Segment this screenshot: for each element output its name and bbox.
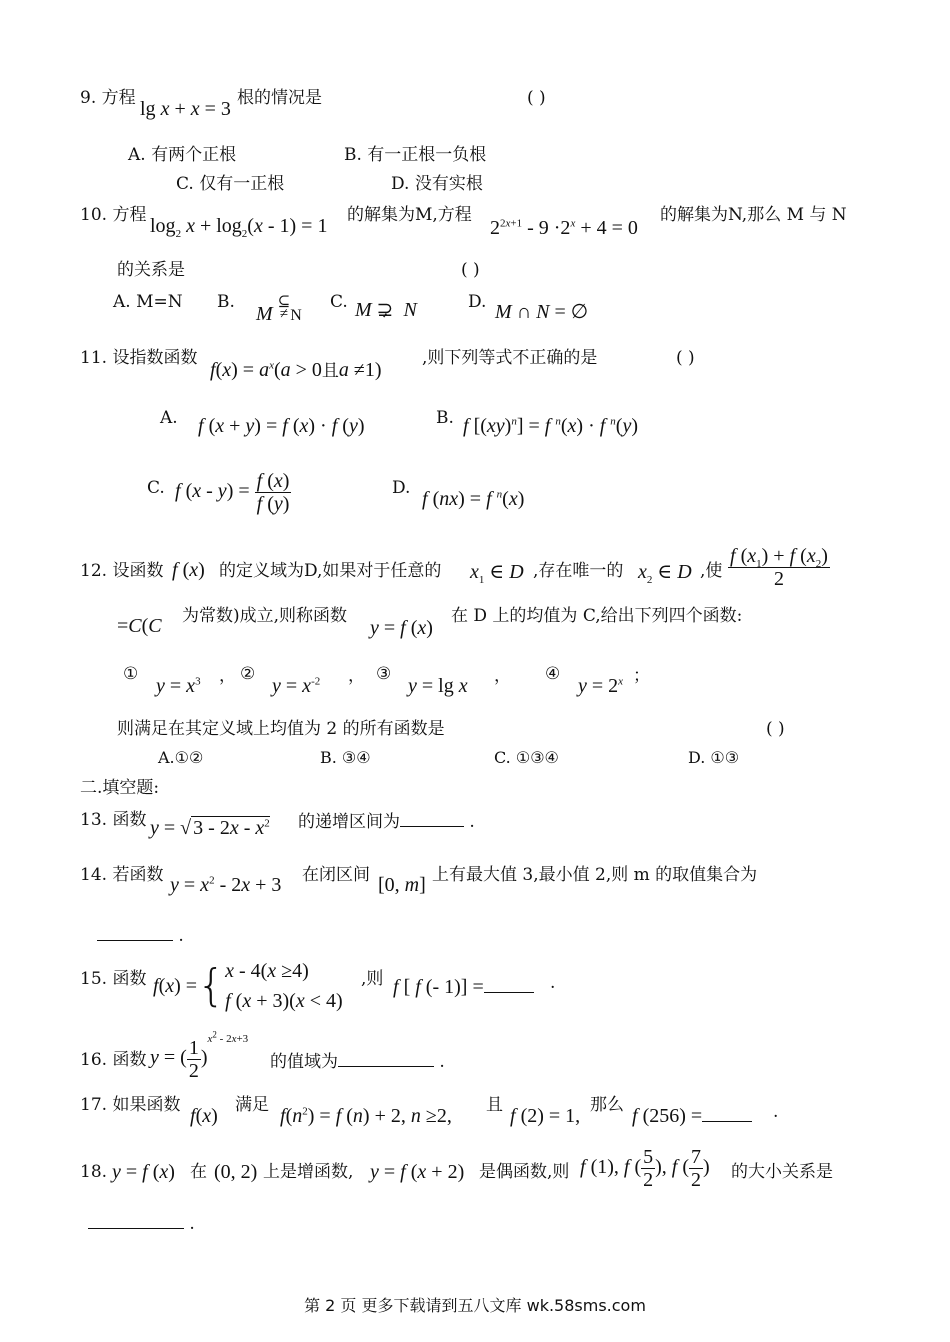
q10-option-b-eq: M ⊆ ≠ N [256,294,302,325]
q10-tail: 的解集为N,那么 M 与 N [660,205,847,225]
q18-interval: (0, 2) [214,1161,258,1183]
q12-text-3: ,使 [700,561,723,581]
q11-option-a: A. [160,408,178,428]
q14-function: $y = x^2 - 2x + 3$ [170,874,282,896]
q12-sep-3: ， [494,666,511,686]
q12-y-fx: y = f (x) [370,617,433,639]
q12-option-b: B. ③④ [320,748,371,767]
q17-fx: f(x) [190,1105,218,1127]
q12-mark-3: ③ [376,664,392,684]
q17-stem: 17. 如果函数 [80,1095,181,1115]
q11-option-c-eq: f (x - y) = $\frac{f (x)}{f (y)}$ [175,470,290,515]
q12-func-4: $y = 2^x$ [578,675,624,697]
q15-expression: f [ f (- 1)] = [393,975,534,999]
q13-stem: 13. 函数 [80,810,147,830]
q17-text-1: 满足 [235,1095,269,1115]
q11-option-c: C. [147,478,165,498]
q12-sep-2: ， [348,666,365,686]
q10-option-a: A. M=N [113,292,183,312]
q18-answer-line: . [88,1212,195,1234]
q14-text-1: 在闭区间 [302,865,370,885]
q12-text-4: 为常数)成立,则称函数 [182,606,348,626]
q18-text-3: 是偶函数,则 [479,1162,570,1182]
q15-text-1: ,则 [361,969,384,989]
q16-function: y = ( $\frac{1}{2}$ )$^{x^2 - 2x+3}$ [150,1029,249,1082]
q13-tail: 的递增区间为 . [298,812,475,832]
q12-option-c: C. ①③④ [494,748,559,767]
q10-paren: ( ) [461,260,480,280]
page-footer: 第 2 页 更多下载请到五八文库 wk.58sms.com [304,1296,646,1315]
q9-option-d: D. 没有实根 [391,174,483,194]
q9-paren: ( ) [527,88,546,108]
q15-stem: 15. 函数 [80,969,147,989]
q17-end: . [773,1102,779,1122]
q9-stem: 9. 方程 [80,88,136,108]
q12-x1-in-d: $x_1$ ∈ D [470,561,524,586]
q11-option-b-eq: f [(xy)$^n$] = f $^n$(x) · f $^n$(y) [463,415,639,437]
q12-fx: f (x) [172,559,205,581]
q12-mark-4: ④ [545,664,561,684]
q12-func-3: y = lg x [408,675,468,697]
q14-stem: 14. 若函数 [80,865,164,885]
q18-text-1: 在 [190,1162,207,1182]
q10-option-d: D. [468,292,487,312]
q12-paren: ( ) [766,719,785,739]
q18-stem: 18. [80,1162,108,1182]
q12-average-fraction: $\frac{f (x_1) + f (x_2)}{2}$ [730,545,828,590]
q18-text-4: 的大小关系是 [731,1162,833,1182]
q17-f2: f (2) = 1, [510,1105,581,1127]
q17-text-2: 且 [486,1095,503,1115]
q17-condition: $f(n^2) = f$ (n) + 2, n ≥2, [280,1105,452,1127]
q15-piecewise: f(x) ={x - 4(x ≥4) f (x + 3)(x < 4) [153,960,343,1012]
q17-text-3: 那么 [590,1095,624,1115]
q10-equation-1: $\log_2 x + \log_2(x - 1) = 1$ [150,215,328,240]
q10-option-b: B. [217,292,235,312]
q9-tail: 根的情况是 [237,88,322,108]
q15-end: . [550,973,556,993]
q10-option-c: C. [330,292,348,312]
q11-option-d-eq: f (nx) = f $^n$(x) [422,488,525,510]
q14-text-2: 上有最大值 3,最小值 2,则 m 的取值集合为 [432,865,758,885]
q18-values: f (1), f ( $\frac{5}{2}$ ), f ( $\frac{7}{2}$ ) [580,1146,710,1191]
q14-interval: [0, m] [378,874,426,896]
q16-tail: 的值域为 . [270,1052,445,1072]
q12-func-2: $y = x^{-2}$ [272,675,321,697]
q12-text-1: 的定义域为D,如果对于任意的 [219,561,442,581]
q12-mark-1: ① [123,664,139,684]
q12-equals-c: =C(C [117,615,162,637]
q18-y-fx: y = f (x) [112,1161,175,1183]
q9-option-c: C. 仅有一正根 [176,174,285,194]
q12-x2-in-d: $x_2$ ∈ D [638,561,692,586]
q13-function: y = √ $3 - 2x - x^2$ [150,817,270,839]
q16-stem: 16. 函数 [80,1050,147,1070]
q11-paren: ( ) [676,348,695,368]
q10-equation-2: $2^{2x+1} - 9 \cdot 2^x + 4 = 0$ [490,217,638,239]
q10-mid: 的解集为M,方程 [347,205,472,225]
q10-option-d-eq: M ∩ N = ∅ [495,301,589,323]
q12-text-2: ,存在唯一的 [533,561,624,581]
q12-option-a: A.①② [158,748,204,767]
q12-func-1: $y = x^3$ [156,675,201,697]
q12-mark-2: ② [240,664,256,684]
q11-stem: 11. 设指数函数 [80,348,198,368]
q9-option-b: B. 有一正根一负根 [344,145,487,165]
q11-option-a-eq: f (x + y) = f (x) · f (y) [198,415,365,437]
q14-answer-line: . [97,924,184,946]
q10-line2: 的关系是 [117,260,185,280]
q11-option-d: D. [392,478,411,498]
q9-equation: lg x + x = 3 [140,98,231,120]
q11-option-b: B. [436,408,454,428]
section-fill-in-title: 二.填空题: [80,778,160,798]
q12-text-5: 在 D 上的均值为 C,给出下列四个函数: [451,606,743,626]
q10-stem: 10. 方程 [80,205,147,225]
q12-option-d: D. ①③ [688,748,740,767]
q18-y-fx2: y = f (x + 2) [370,1161,465,1183]
q17-f256: f (256) = [632,1104,752,1128]
q12-stem: 12. 设函数 [80,561,164,581]
q11-equation: $f(x) = a^x(a > 0$且a ≠1) [210,359,382,381]
q12-question: 则满足在其定义域上均值为 2 的所有函数是 [117,719,445,739]
q11-tail: ,则下列等式不正确的是 [422,348,598,368]
q12-semicolon: ； [633,666,650,686]
q18-text-2: 上是增函数, [263,1162,354,1182]
q9-option-a: A. 有两个正根 [128,145,237,165]
q12-sep-1: ， [219,666,236,686]
q10-option-c-eq: M ⊋ N [355,299,417,321]
